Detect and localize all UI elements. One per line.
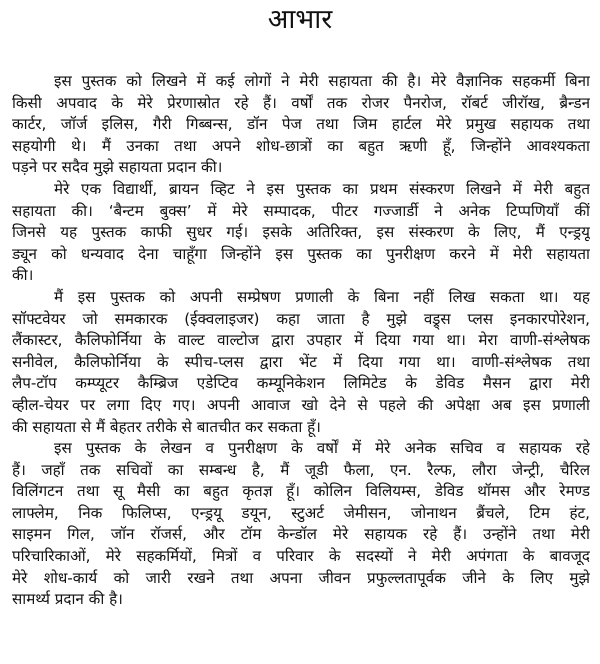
text-line: सामर्थ्य प्रदान की है। <box>12 590 123 609</box>
paragraph <box>12 179 590 287</box>
acknowledgements-body <box>12 71 590 611</box>
paragraph <box>12 71 590 179</box>
page-title: आभार <box>267 4 333 35</box>
text-line: पड़ने पर सदैव मुझे सहायता प्रदान की। <box>12 158 223 177</box>
paragraph <box>12 287 590 438</box>
text-line: की। <box>12 266 34 285</box>
text-line: सहयोगी थे। मैं उनका तथा अपने शोध-छात्रों का बहुत ऋणी हूँ, जिन्होंने आवश्यकता <box>12 136 590 155</box>
text-line: लैंकास्टर, कैलिफोर्निया के वाल्ट वाल्टोज द्वारा उपहार में दिया गया था। मेरा वाणी-संश्लेषक <box>12 331 590 350</box>
text-line: सहायता की। ‘बैन्टम बुक्स’ में मेरे सम्पादक, पीटर गज्जार्डी ने अनेक टिप्पणियाँ कीं <box>12 201 590 220</box>
text-line: विलिंगटन तथा सू मैसी का बहुत कृतज्ञ हूँ। कोलिन विलियम्स, डेविड थॉमस और रेमण्ड <box>12 482 590 501</box>
text-line: ड्यून को धन्यवाद देना चाहूँगा जिन्होंने इस पुस्तक का पुनरीक्षण करने में मेरी सहायता <box>12 244 590 263</box>
text-line: परिचारिकाओं, मेरे सहकर्मियों, मित्रों व परिवार के सदस्यों ने मेरी अपंगता के बावजूद <box>12 547 590 566</box>
text-line: किसी अपवाद के मेरे प्रेरणास्रोत रहे हैं। वर्षों तक रोजर पैनरोज, रॉबर्ट जीरॉख, ब्रैन्डन <box>12 93 590 112</box>
text-line: लाफ्लेम, निक फिलिप्स, एन्ड्रयू डयून, स्टुअर्ट जेमीसन, जोनाथन ब्रैंचले, टिम हंट, <box>12 503 590 522</box>
paragraph <box>12 438 590 611</box>
text-line: मैं इस पुस्तक को अपनी सम्प्रेषण प्रणाली के बिना नहीं लिख सकता था। यह <box>54 287 590 306</box>
text-line: जिनसे यह पुस्तक काफी सुधर गई। इसके अतिरिक्त, इस संस्करण के लिए, मैं एन्ड्रयू <box>12 223 590 242</box>
text-line: मेरे शोध-कार्य को जारी रखने तथा अपना जीवन प्रफुल्लतापूर्वक जीने के लिए मुझे <box>12 568 590 587</box>
text-line: लैप-टॉप कम्प्यूटर कैम्ब्रिज एडेप्टिव कम्यूनिकेशन लिमिटेड के डेविड मैसन द्वारा मेरी <box>12 374 590 393</box>
text-line: साइमन गिल, जॉन रॉजर्स, और टॉम केन्डॉल मेरे सहायक रहे हैं। उन्होंने तथा मेरी <box>12 525 590 544</box>
text-line: सॉफ्टवेयर जो समकारक (ईक्वलाइजर) कहा जाता है मुझे वड्र्स प्लस इनकारपोरेशन, <box>12 309 590 328</box>
text-line: कार्टर, जॉर्ज इलिस, गैरी गिब्बन्स, डॉन पेज तथा जिम हार्टल मेरे प्रमुख सहायक तथा <box>12 115 590 134</box>
text-line: की सहायता से मैं बेहतर तरीके से बातचीत कर सकता हूँ। <box>12 417 321 436</box>
text-line: व्हील-चेयर पर लगा दिए गए। अपनी आवाज खो देने से पहले की अपेक्षा अब इस प्रणाली <box>12 395 590 414</box>
text-line: इस पुस्तक के लेखन व पुनरीक्षण के वर्षों में मेरे अनेक सचिव व सहायक रहे <box>54 439 590 458</box>
text-line: मेरे एक विद्यार्थी, ब्रायन व्हिट ने इस पुस्तक का प्रथम संस्करण लिखने में मेरी बहुत <box>54 179 590 198</box>
text-line: सनीवेल, कैलिफोर्निया के स्पीच-प्लस द्वारा भेंट में दिया गया था। वाणी-संश्लेषक तथा <box>12 352 590 371</box>
text-line: इस पुस्तक को लिखने में कई लोगों ने मेरी सहायता की है। मेरे वैज्ञानिक सहकर्मी बिना <box>54 72 590 90</box>
text-line: हैं। जहाँ तक सचिवों का सम्बन्ध है, मैं जूडी फैला, एन. रैल्फ, लौरा जेन्ट्री, चैरिल <box>12 460 590 479</box>
